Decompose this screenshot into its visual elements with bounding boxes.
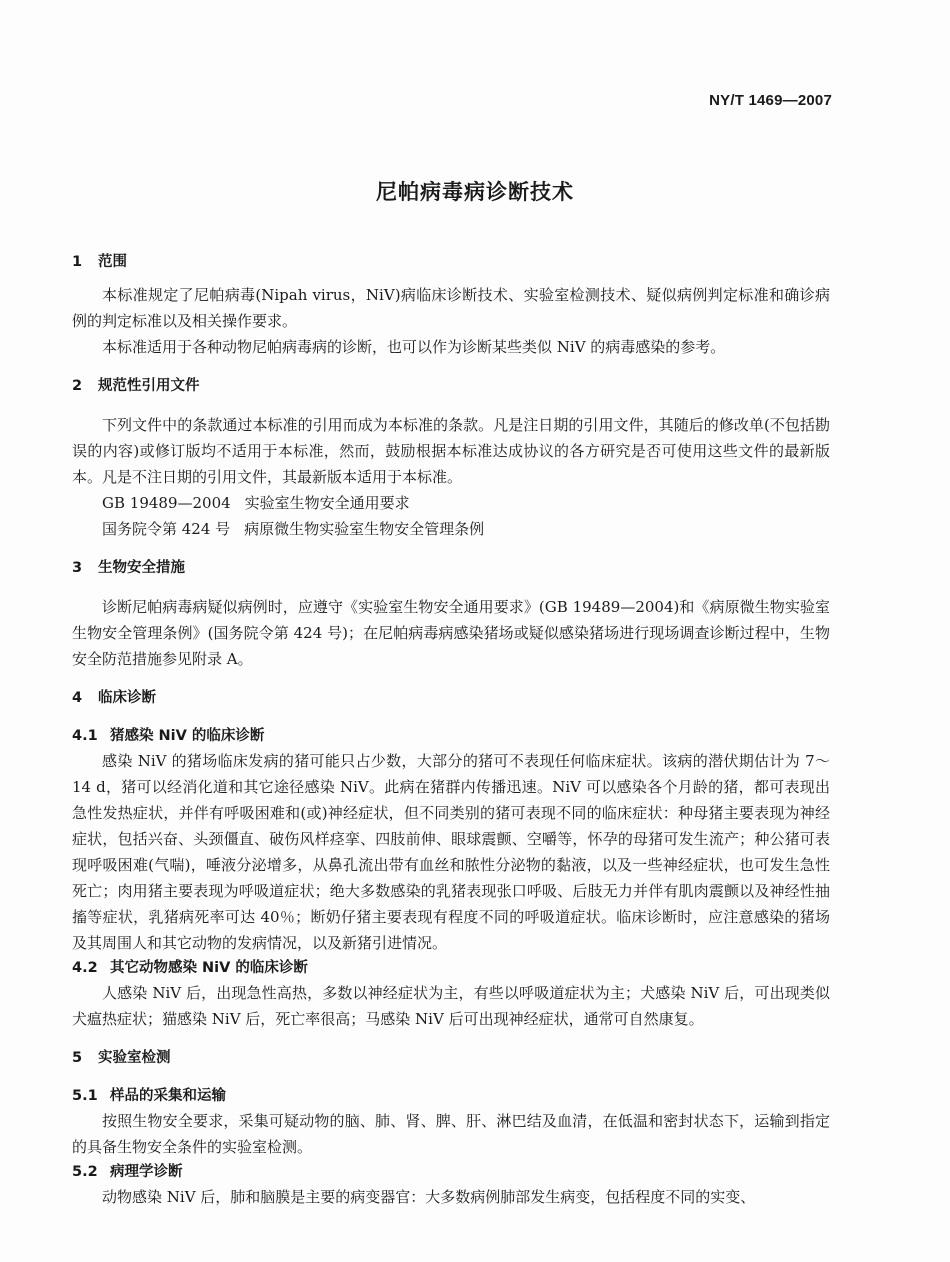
- section-title: 范围: [98, 254, 127, 270]
- section-title: 实验室检测: [98, 1050, 171, 1066]
- subsection-4-1-paragraph: 感染 NiV 的猪场临床发病的猪可能只占少数，大部分的猪可不表现任何临床症状。该病的潜伏期估计为 7～14 d，猪可以经消化道和其它途径感染 NiV。此病在猪群内传播迅速。NiV 可以感染各个月龄的猪，都可表现出急性发热症状，并伴有呼吸困难和(或)神经症状，但不同类别的猪可表现不同的临床症状：种母猪主要表现为神经症状，包括兴奋、头颈僵直、破伤风样痉挛、四肢前伸、眼球震颤、空嚼等，怀孕的母猪可发生流产；种公猪可表现呼吸困难(气喘)，唾液分泌增多，从鼻孔流出带有血丝和脓性分泌物的黏液，以及一些神经症状，也可发生急性死亡；肉用猪主要表现为呼吸道症状；绝大多数感染的乳猪表现张口呼吸、后肢无力并伴有肌肉震颤以及神经性抽搐等症状，乳猪病死率可达 40％；断奶仔猪主要表现有程度不同的呼吸道症状。临床诊断时，应注意感染的猪场及其周围人和其它动物的发病情况，以及新猪引进情况。: [72, 752, 830, 952]
- standard-number: NY/T 1469—2007: [709, 92, 832, 109]
- subsection-number: 4.1: [72, 728, 98, 744]
- subsection-5-2-heading: [72, 1160, 830, 1184]
- subsection-5-2-paragraph: 动物感染 NiV 后，肺和脑膜是主要的病变器官：大多数病例肺部发生病变，包括程度不同的实变、: [102, 1188, 756, 1206]
- subsection-number: 5.1: [72, 1088, 98, 1104]
- reference-code: 国务院令第 424 号: [102, 520, 231, 538]
- subsection-4-1-heading: [72, 724, 830, 748]
- section-2-heading: [72, 374, 830, 398]
- section-number: 3: [72, 560, 83, 576]
- document-body: [72, 250, 830, 1210]
- document-title: 尼帕病毒病诊断技术: [376, 180, 574, 204]
- section-2-paragraph-1: 下列文件中的条款通过本标准的引用而成为本标准的条款。凡是注日期的引用文件，其随后的修改单(不包括勘误的内容)或修订版均不适用于本标准，然而，鼓励根据本标准达成协议的各方研究是否可使用这些文件的最新版本。凡是不注日期的引用文件，其最新版本适用于本标准。: [72, 416, 830, 486]
- subsection-4-2-heading: [72, 956, 830, 980]
- subsection-number: 4.2: [72, 960, 98, 976]
- section-number: 1: [72, 254, 83, 270]
- reference-entry: [72, 490, 830, 516]
- reference-entry: [72, 516, 830, 542]
- section-3-heading: [72, 556, 830, 580]
- subsection-title: 猪感染 NiV 的临床诊断: [110, 728, 265, 744]
- reference-title: 实验室生物安全通用要求: [244, 494, 410, 512]
- subsection-number: 5.2: [72, 1164, 98, 1180]
- section-title: 生物安全措施: [98, 560, 185, 576]
- section-4-heading: [72, 686, 830, 710]
- section-5-heading: [72, 1046, 830, 1070]
- section-number: 5: [72, 1050, 83, 1066]
- section-number: 2: [72, 378, 83, 394]
- section-title: 临床诊断: [98, 690, 156, 706]
- subsection-title: 病理学诊断: [110, 1164, 183, 1180]
- subsection-4-2-paragraph: 人感染 NiV 后，出现急性高热，多数以神经症状为主，有些以呼吸道症状为主；犬感染 NiV 后，可出现类似犬瘟热症状；猫感染 NiV 后，死亡率很高；马感染 NiV 后可出现神经症状，通常可自然康复。: [72, 984, 830, 1028]
- subsection-5-1-paragraph: 按照生物安全要求，采集可疑动物的脑、肺、肾、脾、肝、淋巴结及血清，在低温和密封状态下，运输到指定的具备生物安全条件的实验室检测。: [72, 1112, 830, 1156]
- section-3-paragraph-1: 诊断尼帕病毒病疑似病例时，应遵守《实验室生物安全通用要求》(GB 19489—2004)和《病原微生物实验室生物安全管理条例》(国务院令第 424 号)；在尼帕病毒病感染猪场或疑似感染猪场进行现场调查诊断过程中，生物安全防范措施参见附录 A。: [72, 598, 830, 668]
- section-1-heading: [72, 250, 830, 274]
- reference-code: GB 19489—2004: [102, 494, 231, 512]
- section-title: 规范性引用文件: [98, 378, 200, 394]
- section-number: 4: [72, 690, 83, 706]
- subsection-title: 其它动物感染 NiV 的临床诊断: [110, 960, 308, 976]
- section-1-paragraph-1: 本标准规定了尼帕病毒(Nipah virus，NiV)病临床诊断技术、实验室检测技术、疑似病例判定标准和确诊病例的判定标准以及相关操作要求。: [72, 286, 830, 330]
- reference-title: 病原微生物实验室生物安全管理条例: [244, 520, 485, 538]
- subsection-5-1-heading: [72, 1084, 830, 1108]
- section-1-paragraph-2: 本标准适用于各种动物尼帕病毒病的诊断，也可以作为诊断某些类似 NiV 的病毒感染的参考。: [102, 338, 726, 356]
- subsection-title: 样品的采集和运输: [110, 1088, 226, 1104]
